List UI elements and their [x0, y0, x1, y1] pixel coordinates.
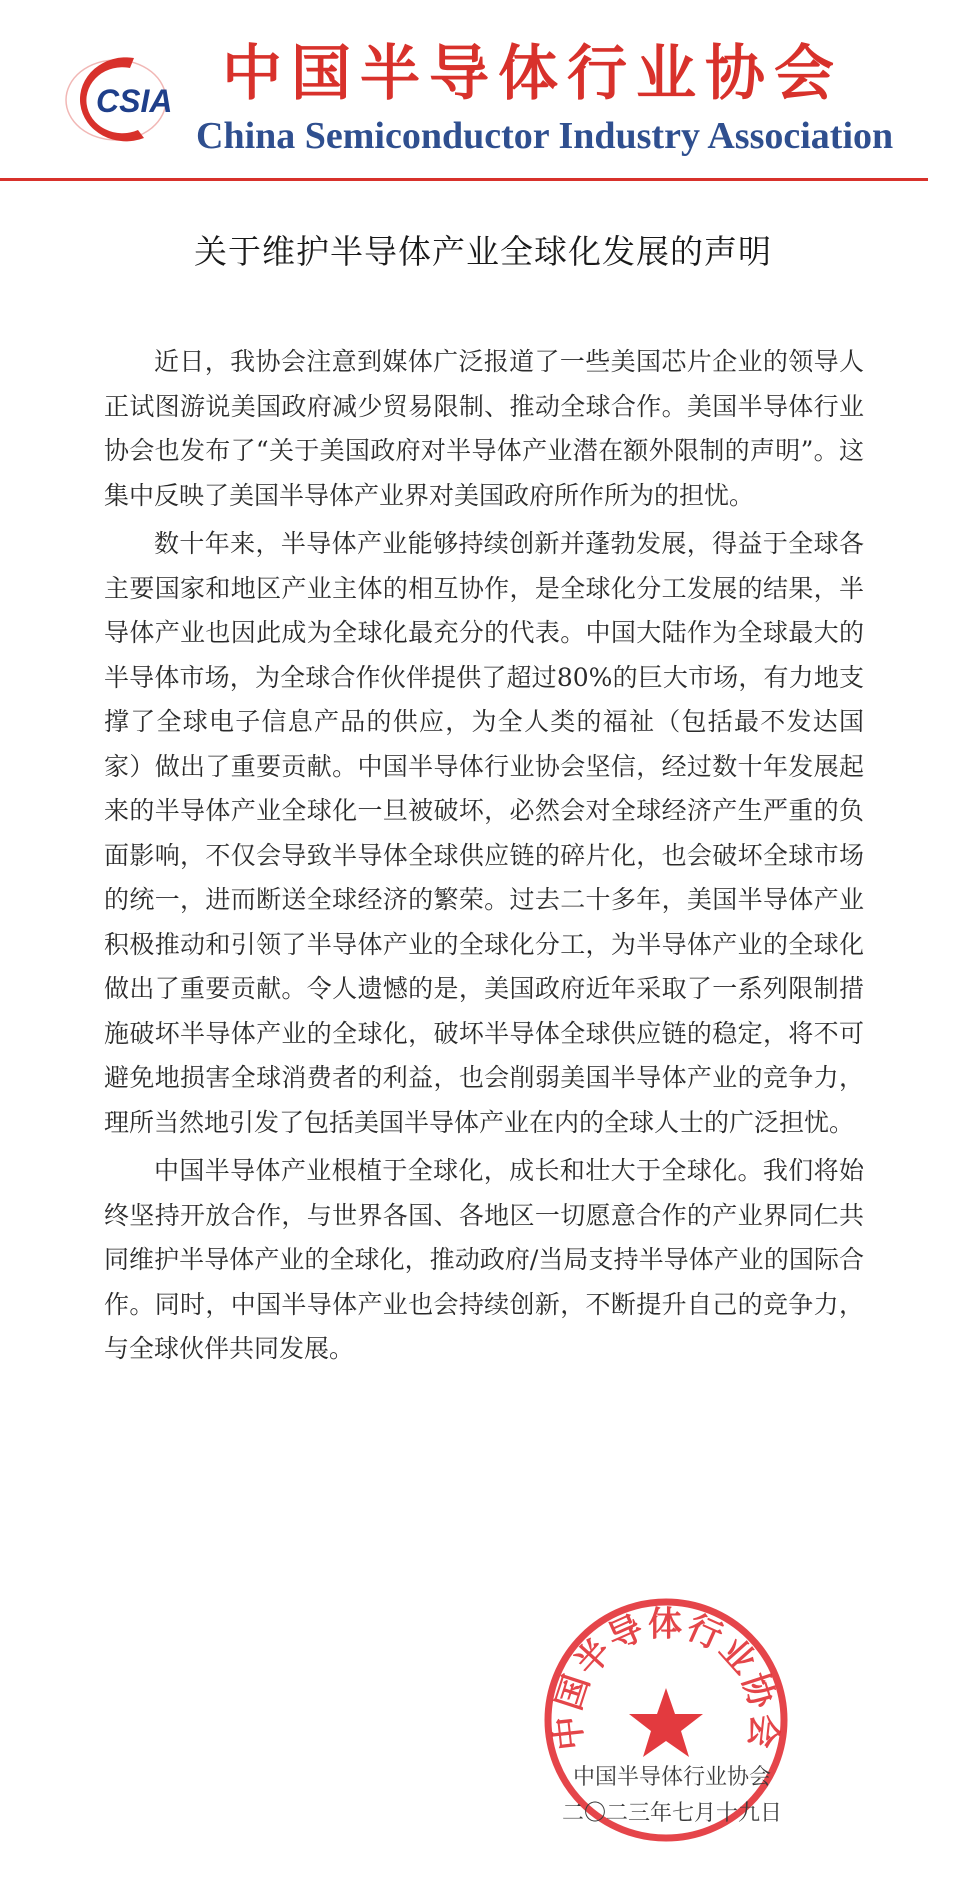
signature-date: 二〇二三年七月十九日 — [561, 1801, 782, 1826]
org-name-cn: 中国半导体行业协会 — [222, 39, 843, 109]
paragraph-1: 近日，我协会注意到媒体广泛报道了一些美国芯片企业的领导人正试图游说美国政府减少贸易限制、推动全球合作。美国半导体行业协会也发布了“关于美国政府对半导体产业潜在额外限制的声明”。这集中反映了美国半导体产业界对美国政府所作所为的担忧。 — [104, 347, 864, 510]
signature-org: 中国半导体行业协会 — [572, 1765, 771, 1790]
document-title: 关于维护半导体产业全球化发展的声明 — [194, 232, 772, 271]
letterhead — [0, 0, 966, 190]
header-divider — [0, 178, 928, 181]
org-name-en: China Semiconductor Industry Association — [196, 115, 894, 157]
csia-logo — [56, 50, 186, 150]
logo-text: CSIA — [96, 83, 173, 119]
seal-star-icon — [629, 1688, 703, 1757]
document-body — [104, 340, 864, 1376]
seal-text: 中国半导体行业协会 — [547, 1604, 785, 1753]
signature-block — [542, 1760, 802, 1832]
paragraph-3: 中国半导体产业根植于全球化，成长和壮大于全球化。我们将始终坚持开放合作，与世界各国、各地区一切愿意合作的产业界同仁共同维护半导体产业的全球化，推动政府/当局支持半导体产业的国际合作。同时，中国半导体产业也会持续创新，不断提升自己的竞争力，与全球伙伴共同发展。 — [104, 1156, 864, 1363]
paragraph-2: 数十年来，半导体产业能够持续创新并蓬勃发展，得益于全球各主要国家和地区产业主体的相互协作，是全球化分工发展的结果，半导体产业也因此成为全球化最充分的代表。中国大陆作为全球最大的半导体市场，为全球合作伙伴提供了超过80%的巨大市场，有力地支撑了全球电子信息产品的供应，为全人类的福祉（包括最不发达国家）做出了重要贡献。中国半导体行业协会坚信，经过数十年发展起来的半导体产业全球化一旦被破坏，必然会对全球经济产生严重的负面影响，不仅会导致半导体全球供应链的碎片化，也会破坏全球市场的统一，进而断送全球经济的繁荣。过去二十多年，美国半导体产业积极推动和引领了半导体产业的全球化分工，为半导体产业的全球化做出了重要贡献。令人遗憾的是，美国政府近年采取了一系列限制措施破坏半导体产业的全球化，破坏半导体全球供应链的稳定，将不可避免地损害全球消费者的利益，也会削弱美国半导体产业的竞争力，理所当然地引发了包括美国半导体产业在内的全球人士的广泛担忧。 — [104, 529, 864, 1137]
